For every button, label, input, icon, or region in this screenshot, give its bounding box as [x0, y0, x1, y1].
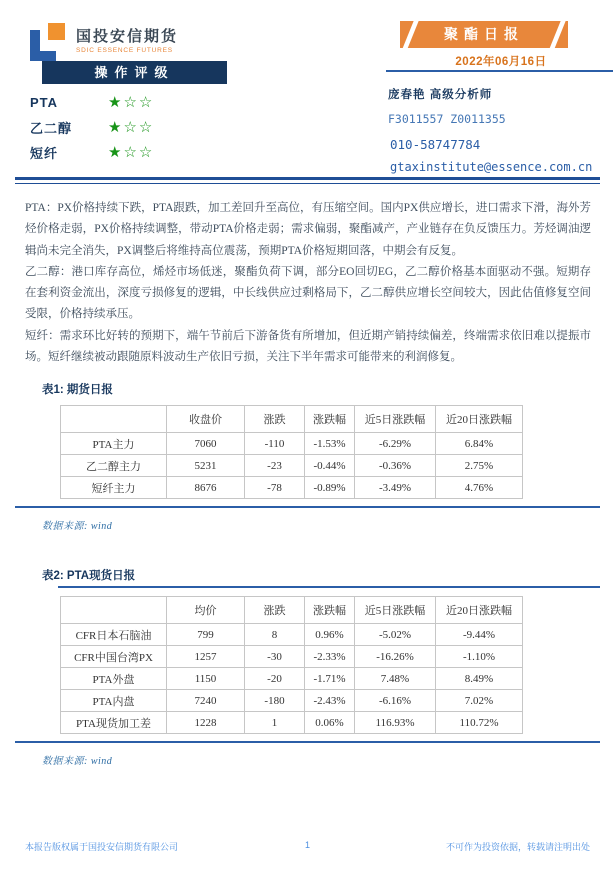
rating-row-psf [30, 140, 154, 165]
cell: -2.33% [305, 646, 355, 668]
cell: 1150 [167, 668, 245, 690]
report-title: 聚酯日报 [444, 26, 524, 42]
rating-label: 乙二醇 [30, 121, 73, 136]
cell: 1 [245, 712, 305, 734]
col-header: 收盘价 [167, 406, 245, 433]
cell: PTA现货加工差 [61, 712, 167, 734]
cell: 8 [245, 624, 305, 646]
col-header: 均价 [167, 597, 245, 624]
cell: -23 [245, 455, 305, 477]
cell: 0.96% [305, 624, 355, 646]
date-underline [386, 70, 613, 72]
report-title-badge [400, 21, 568, 48]
table2-block [25, 567, 591, 767]
table-row [61, 712, 523, 734]
cell: 6.84% [436, 433, 523, 455]
cell: 116.93% [355, 712, 436, 734]
col-header: 近20日涨跌幅 [436, 406, 523, 433]
cell: 4.76% [436, 477, 523, 499]
cell: -0.44% [305, 455, 355, 477]
analyst-phone: 010-58747784 [390, 137, 481, 152]
cell: 8.49% [436, 668, 523, 690]
cell: 1228 [167, 712, 245, 734]
analyst-name: 庞春艳 高级分析师 [388, 89, 493, 101]
cell: 799 [167, 624, 245, 646]
col-header: 涨跌幅 [305, 406, 355, 433]
footer-page-number: 1 [304, 840, 310, 850]
cell: -2.43% [305, 690, 355, 712]
table2-title: 表2: PTA现货日报 [42, 570, 136, 583]
badge-stripe [401, 18, 420, 52]
cell: -3.49% [355, 477, 436, 499]
cell: -180 [245, 690, 305, 712]
cell: PTA外盘 [61, 668, 167, 690]
header-divider [15, 177, 600, 184]
data-source-note: 数据来源: wind [42, 521, 113, 533]
section-divider [15, 506, 600, 508]
cell: -110 [245, 433, 305, 455]
cell: 7.48% [355, 668, 436, 690]
cell: -20 [245, 668, 305, 690]
badge-stripe [548, 18, 567, 52]
table-row [61, 646, 523, 668]
rating-row-meg [30, 115, 154, 140]
cell: 110.72% [436, 712, 523, 734]
rating-list [30, 90, 154, 165]
table-row [61, 477, 523, 499]
footer-copyright: 本报告版权属于国投安信期货有限公司 [25, 842, 179, 852]
table-row [61, 455, 523, 477]
table-row [61, 433, 523, 455]
cell: 7.02% [436, 690, 523, 712]
data-source-note: 数据来源: wind [42, 756, 113, 768]
company-name: 国投安信期货 [76, 28, 179, 45]
analyst-email: gtaxinstitute@essence.com.cn [390, 160, 593, 174]
cell: -6.29% [355, 433, 436, 455]
cell: 乙二醇主力 [61, 455, 167, 477]
rating-label: 短纤 [30, 146, 59, 161]
title-underline [58, 586, 600, 588]
cell: -30 [245, 646, 305, 668]
cell: 5231 [167, 455, 245, 477]
col-header [61, 406, 167, 433]
analyst-codes: F3011557 Z0011355 [388, 112, 506, 126]
col-header: 近5日涨跌幅 [355, 406, 436, 433]
cell: -78 [245, 477, 305, 499]
logo-orange-shape [48, 23, 65, 40]
company-logo-text [76, 29, 178, 54]
pta-spot-table [60, 596, 523, 734]
futures-daily-table [60, 405, 523, 499]
company-logo-icon [30, 23, 68, 61]
table1-title: 表1: 期货日报 [42, 384, 113, 397]
star-rating-icon: ★☆☆ [108, 119, 155, 136]
col-header [61, 597, 167, 624]
cell: PTA主力 [61, 433, 167, 455]
cell: 7240 [167, 690, 245, 712]
paragraph-meg: 乙二醇：港口库存高位，烯烃市场低迷，聚酯负荷下调，部分EO回切EG，乙二醇价格基本面驱动不强。短期存在套利资金流出，深度亏损修复的逻辑，中长线供应过剩格局下，乙二醇供应增长空间较大，因此估值修复空间受限，价格持续承压。 [25, 265, 591, 321]
paragraph-psf: 短纤：需求环比好转的预期下，端午节前后下游备货有所增加，但近期产销持续偏差，终端需求依旧难以提振市场。短纤继续被动跟随原料波动生产依旧亏损，关注下半年需求可能带来的利润修复。 [25, 329, 591, 364]
cell: 2.75% [436, 455, 523, 477]
cell: -5.02% [355, 624, 436, 646]
cell: -0.36% [355, 455, 436, 477]
table-row [61, 690, 523, 712]
rating-label: PTA [30, 95, 59, 110]
star-rating-icon: ★☆☆ [108, 144, 155, 161]
cell: 0.06% [305, 712, 355, 734]
footer-disclaimer: 不可作为投资依据，转载请注明出处 [445, 842, 590, 852]
company-name-en: SDIC ESSENCE FUTURES [76, 47, 173, 54]
cell: -1.71% [305, 668, 355, 690]
star-rating-icon: ★☆☆ [108, 94, 155, 111]
cell: -6.16% [355, 690, 436, 712]
section-divider [15, 741, 600, 743]
cell: CFR日本石脑油 [61, 624, 167, 646]
table-row [61, 668, 523, 690]
table-header-row [61, 406, 523, 433]
table-header-row [61, 597, 523, 624]
table1-block [25, 381, 591, 532]
cell: -0.89% [305, 477, 355, 499]
col-header: 涨跌 [245, 597, 305, 624]
report-content [25, 198, 591, 767]
cell: 7060 [167, 433, 245, 455]
paragraph-pta: PTA：PX价格持续下跌，PTA跟跌，加工差回升至高位，有压缩空间。国内PX供应增长，进口需求下滑，海外芳烃价格走弱，PX价格持续调整，带动PTA价格走弱；需求偏弱，聚酯减产，产业链存在负反馈压力。芳烃调油逻辑尚未完全消失，PX调整后将维持高位震荡，预期PTA价格短期回落，中期会有反复。 [25, 202, 591, 257]
cell: -1.53% [305, 433, 355, 455]
rating-banner: 操作评级 [42, 61, 227, 84]
col-header: 近20日涨跌幅 [436, 597, 523, 624]
rating-row-pta [30, 90, 154, 115]
col-header: 近5日涨跌幅 [355, 597, 436, 624]
cell: -9.44% [436, 624, 523, 646]
summary-text [25, 198, 591, 368]
cell: -16.26% [355, 646, 436, 668]
cell: 1257 [167, 646, 245, 668]
cell: PTA内盘 [61, 690, 167, 712]
table-row [61, 624, 523, 646]
cell: -1.10% [436, 646, 523, 668]
cell: 短纤主力 [61, 477, 167, 499]
col-header: 涨跌幅 [305, 597, 355, 624]
cell: CFR中国台湾PX [61, 646, 167, 668]
logo-blue-shape [30, 51, 56, 61]
cell: 8676 [167, 477, 245, 499]
report-date: 2022年06月16日 [455, 56, 547, 68]
col-header: 涨跌 [245, 406, 305, 433]
